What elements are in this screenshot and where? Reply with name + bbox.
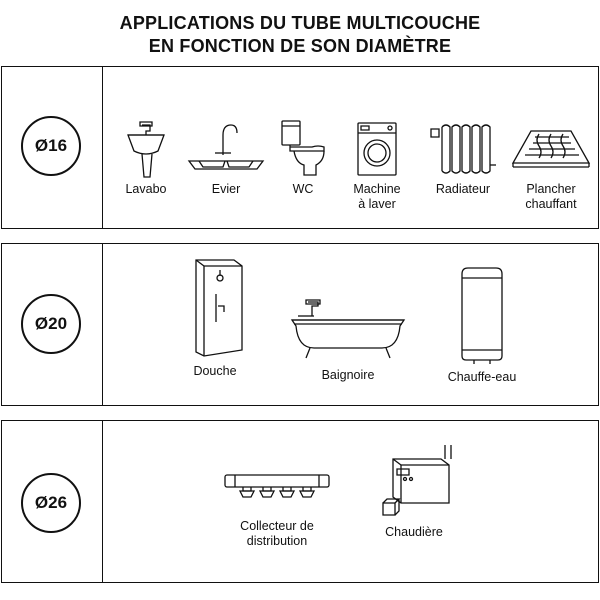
kitchen-sink-icon bbox=[185, 117, 267, 179]
item-baignoire bbox=[286, 296, 410, 383]
item-label-line1: Collecteur de bbox=[240, 519, 314, 533]
item-machine-a-laver bbox=[342, 117, 412, 212]
item-plancher-chauffant bbox=[507, 117, 595, 212]
item-label: Radiateur bbox=[435, 182, 491, 196]
diameter-badge: Ø20 bbox=[21, 294, 81, 354]
item-label-line2: à laver bbox=[358, 197, 396, 211]
item-label-line1: Plancher bbox=[526, 182, 576, 196]
item-label: Chaudière bbox=[385, 525, 443, 539]
item-label-line2: chauffant bbox=[525, 197, 577, 211]
item-label: WC bbox=[292, 182, 314, 196]
item-chauffe-eau bbox=[437, 262, 527, 385]
item-evier bbox=[185, 117, 267, 197]
item-wc bbox=[270, 117, 336, 197]
underfloor-heating-icon bbox=[511, 117, 591, 179]
shower-icon bbox=[180, 256, 250, 360]
water-heater-icon bbox=[452, 262, 512, 366]
title-line-1: APPLICATIONS DU TUBE MULTICOUCHE bbox=[119, 13, 481, 33]
item-douche bbox=[170, 256, 260, 379]
row-divider bbox=[102, 421, 103, 582]
washbasin-icon bbox=[116, 117, 176, 179]
item-label: Douche bbox=[193, 364, 237, 378]
manifold-icon bbox=[221, 465, 333, 507]
bathtub-icon bbox=[288, 296, 408, 360]
item-label: Baignoire bbox=[321, 368, 375, 382]
item-label: Chauffe-eau bbox=[447, 370, 517, 384]
radiator-icon bbox=[428, 117, 498, 179]
row-diameter-16 bbox=[1, 66, 599, 229]
item-label-line2: distribution bbox=[246, 534, 308, 548]
item-chaudiere bbox=[366, 441, 462, 540]
row-diameter-26 bbox=[1, 420, 599, 583]
title-line-2: EN FONCTION DE SON DIAMÈTRE bbox=[148, 36, 452, 56]
item-collecteur bbox=[220, 465, 334, 549]
item-radiateur bbox=[420, 117, 506, 197]
item-label: Evier bbox=[211, 182, 241, 196]
washing-machine-icon bbox=[346, 117, 408, 179]
item-label: Lavabo bbox=[125, 182, 167, 196]
diameter-badge: Ø26 bbox=[21, 473, 81, 533]
item-lavabo bbox=[110, 117, 182, 197]
page-title bbox=[0, 12, 600, 58]
row-diameter-20 bbox=[1, 243, 599, 406]
diameter-badge: Ø16 bbox=[21, 116, 81, 176]
row-divider bbox=[102, 67, 103, 228]
row-divider bbox=[102, 244, 103, 405]
item-label-line1: Machine bbox=[353, 182, 401, 196]
boiler-icon bbox=[371, 441, 457, 521]
toilet-icon bbox=[272, 117, 334, 179]
